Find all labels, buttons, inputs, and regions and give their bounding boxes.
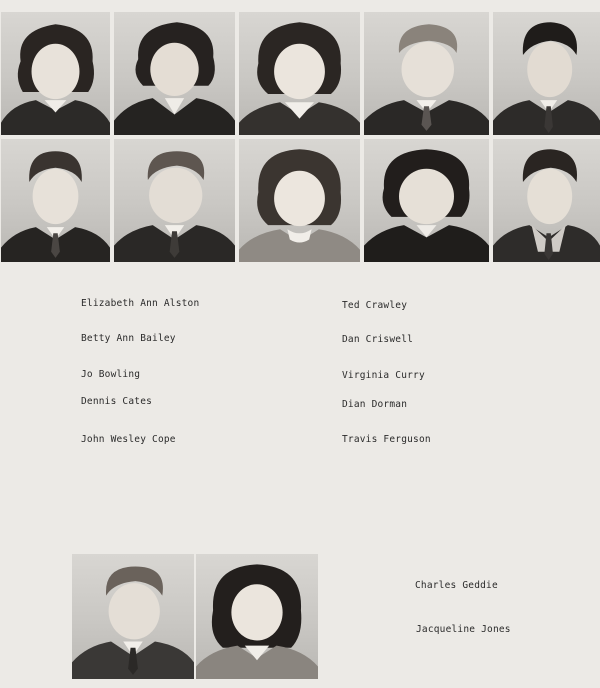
portrait-photo (364, 12, 489, 135)
portrait-photo (239, 12, 360, 135)
student-name: John Wesley Cope (81, 434, 176, 445)
student-name: Dan Criswell (342, 334, 414, 345)
portrait-photo (114, 12, 235, 135)
portrait-photo (239, 139, 360, 262)
portrait-photo (72, 554, 194, 679)
student-name: Betty Ann Bailey (81, 333, 176, 344)
portrait-photo (1, 139, 110, 262)
student-name: Ted Crawley (342, 300, 408, 311)
portrait-photo (196, 554, 318, 679)
portrait-photo (493, 12, 600, 135)
portrait-photo (364, 139, 489, 262)
student-name: Dian Dorman (342, 399, 408, 410)
student-name: Charles Geddie (415, 580, 498, 591)
student-name: Dennis Cates (81, 396, 153, 407)
student-name: Jacqueline Jones (416, 624, 511, 635)
portrait-photo (493, 139, 600, 262)
student-name: Jo Bowling (81, 369, 141, 380)
student-name: Virginia Curry (342, 370, 425, 381)
student-name: Elizabeth Ann Alston (81, 298, 200, 309)
student-name: Travis Ferguson (342, 434, 431, 445)
portrait-photo (1, 12, 110, 135)
portrait-photo (114, 139, 235, 262)
